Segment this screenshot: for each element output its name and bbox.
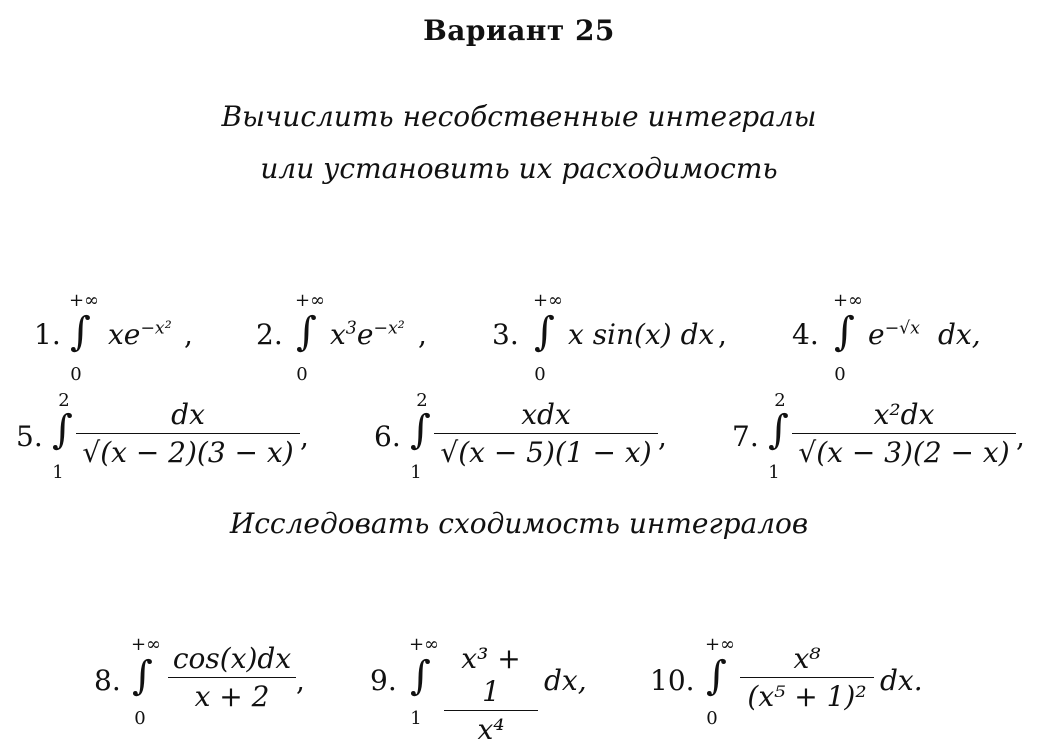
lower-limit: 0 — [834, 364, 846, 385]
upper-limit: +∞ — [532, 290, 564, 311]
upper-limit: +∞ — [408, 634, 440, 655]
integral-sign: ∫ — [768, 407, 789, 453]
fraction — [168, 642, 296, 713]
instruction-line-1: Вычислить несобственные интегралы — [221, 100, 817, 133]
numerator: x³ + 1 — [444, 642, 538, 711]
integral-sign: ∫ — [410, 407, 431, 453]
denominator: (x⁵ + 1)² — [747, 680, 867, 713]
integral-sign: ∫ — [410, 653, 431, 699]
denominator: √(x − 5)(1 − x) — [440, 436, 652, 469]
problem-number: 8. — [94, 664, 121, 697]
upper-limit: +∞ — [68, 290, 100, 311]
lower-limit: 0 — [296, 364, 308, 385]
separator: , — [418, 318, 427, 351]
integrand: x sin(x) dx — [568, 318, 715, 351]
lower-limit: 0 — [70, 364, 82, 385]
integral-sign: ∫ — [534, 309, 555, 355]
integral-sign: ∫ — [132, 653, 153, 699]
differential: dx, — [938, 318, 981, 351]
separator: , — [296, 664, 305, 697]
differential: dx, — [544, 664, 587, 697]
lower-limit: 1 — [768, 462, 780, 483]
fraction — [434, 398, 658, 469]
upper-limit: 2 — [416, 390, 428, 411]
fraction — [444, 642, 538, 746]
numerator: xdx — [434, 398, 658, 434]
integral-sign: ∫ — [296, 309, 317, 355]
page-title: Вариант 25 — [423, 14, 615, 47]
integral-sign: ∫ — [834, 309, 855, 355]
upper-limit: 2 — [774, 390, 786, 411]
separator: , — [300, 420, 309, 453]
integrand: $x^3e^{-x^2}$ — [330, 318, 405, 351]
denominator: x⁴ — [477, 713, 505, 746]
problem-number: 1. — [34, 318, 61, 351]
problem-number: 4. — [792, 318, 819, 351]
problem-number: 7. — [732, 420, 759, 453]
problem-number: 5. — [16, 420, 43, 453]
denominator: x + 2 — [194, 680, 270, 713]
fraction — [76, 398, 300, 469]
problem-number: 10. — [650, 664, 695, 697]
numerator: x²dx — [792, 398, 1016, 434]
integral-sign: ∫ — [706, 653, 727, 699]
separator: , — [184, 318, 193, 351]
instruction-line-2: или установить их расходимость — [260, 152, 778, 185]
lower-limit: 0 — [134, 708, 146, 729]
denominator: √(x − 2)(3 − x) — [82, 436, 294, 469]
upper-limit: 2 — [58, 390, 70, 411]
denominator: √(x − 3)(2 − x) — [798, 436, 1010, 469]
upper-limit: +∞ — [704, 634, 736, 655]
lower-limit: 1 — [410, 708, 422, 729]
problem-number: 6. — [374, 420, 401, 453]
section-heading: Исследовать сходимость интегралов — [229, 507, 809, 540]
separator: , — [1016, 420, 1025, 453]
lower-limit: 0 — [706, 708, 718, 729]
lower-limit: 0 — [534, 364, 546, 385]
integral-sign: ∫ — [52, 407, 73, 453]
numerator: dx — [76, 398, 300, 434]
fraction — [792, 398, 1016, 469]
fraction — [740, 642, 874, 713]
integrand: $xe^{-x^2}$ — [108, 318, 172, 351]
numerator: x⁸ — [740, 642, 874, 678]
integrand: $e^{-√x}$ — [868, 318, 920, 351]
integral-sign: ∫ — [70, 309, 91, 355]
problem-number: 2. — [256, 318, 283, 351]
problem-number: 3. — [492, 318, 519, 351]
lower-limit: 1 — [410, 462, 422, 483]
problem-number: 9. — [370, 664, 397, 697]
differential: dx. — [880, 664, 923, 697]
lower-limit: 1 — [52, 462, 64, 483]
upper-limit: +∞ — [294, 290, 326, 311]
upper-limit: +∞ — [832, 290, 864, 311]
separator: , — [658, 420, 667, 453]
separator: , — [718, 318, 727, 351]
upper-limit: +∞ — [130, 634, 162, 655]
numerator: cos(x)dx — [168, 642, 296, 678]
